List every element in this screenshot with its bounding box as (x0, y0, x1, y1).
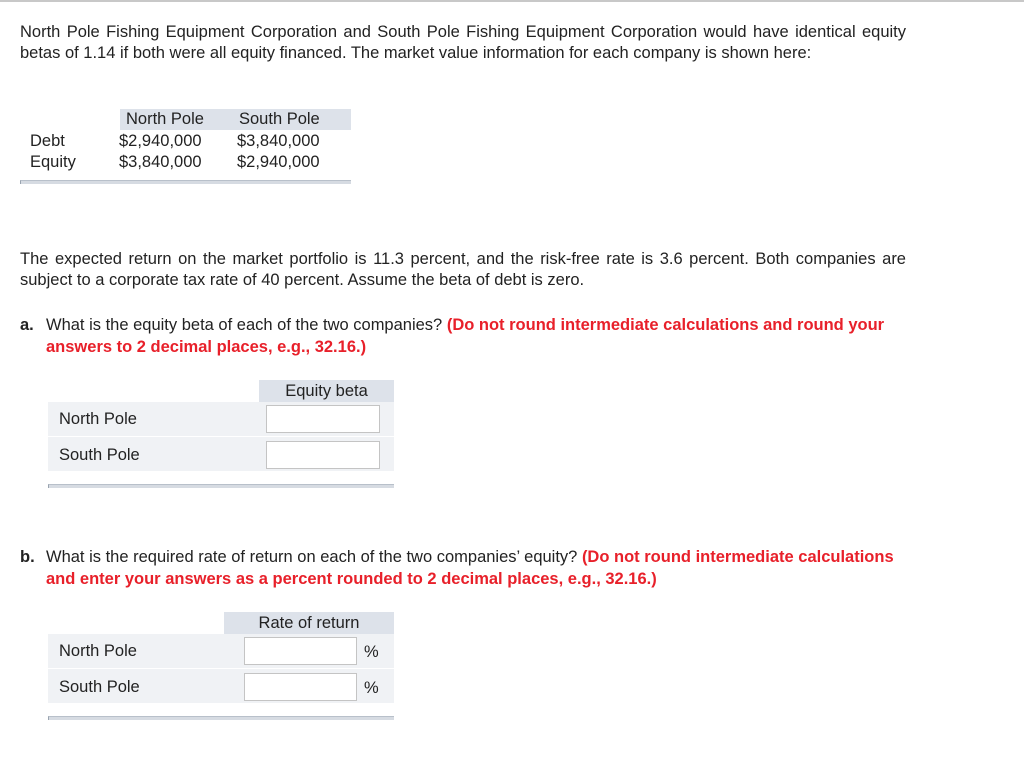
col-header-rate-of-return: Rate of return (224, 612, 394, 634)
row-label-equity: Equity (30, 153, 76, 171)
table-footer-rule (48, 484, 394, 488)
debt-south-pole: $3,840,000 (237, 132, 320, 150)
question-b-text: What is the required rate of return on each of the two companies’ equity? (46, 548, 582, 566)
market-paragraph: The expected return on the market portfolio is 11.3 percent, and the risk-free rate is 3.6 percent. Both companies are subject to a corporate tax rate of 40 percent. Assume the beta of debt is zero. (20, 250, 906, 289)
question-a-text: What is the equity beta of each of the two companies? (46, 316, 447, 334)
question-b-instruction: (Do not round intermediate calculations and enter your answers as a percent rounded to 2 decimal places, e.g., 32.16.) (46, 548, 894, 588)
row-label-debt: Debt (30, 132, 65, 150)
table-footer-rule (48, 716, 394, 720)
row-label-north-pole: North Pole (59, 410, 137, 428)
debt-north-pole: $2,940,000 (119, 132, 202, 150)
equity-south-pole: $2,940,000 (237, 153, 320, 171)
percent-unit-south: % (364, 679, 379, 697)
col-header-equity-beta: Equity beta (259, 380, 394, 402)
south-pole-rate-input[interactable] (244, 673, 357, 701)
question-a-label: a. (20, 316, 34, 334)
rate-of-return-table (48, 612, 394, 726)
percent-unit-north: % (364, 643, 379, 661)
row-label-south-pole: South Pole (59, 446, 140, 464)
north-pole-equity-beta-input[interactable] (266, 405, 380, 433)
south-pole-equity-beta-input[interactable] (266, 441, 380, 469)
question-a (20, 314, 906, 358)
question-a-instruction: (Do not round intermediate calculations and round your answers to 2 decimal places, e.g., 32.16.) (46, 316, 885, 356)
col-header-north-pole: North Pole (126, 110, 204, 128)
table-footer-rule (20, 180, 351, 184)
north-pole-rate-input[interactable] (244, 637, 357, 665)
row-label-south-pole: South Pole (59, 678, 140, 696)
top-divider (0, 0, 1024, 2)
equity-beta-table (48, 380, 394, 494)
question-b (20, 546, 906, 590)
equity-north-pole: $3,840,000 (119, 153, 202, 171)
col-header-south-pole: South Pole (239, 110, 320, 128)
question-b-label: b. (20, 548, 35, 566)
intro-paragraph: North Pole Fishing Equipment Corporation and South Pole Fishing Equipment Corporation would have identical equity betas of 1.14 if both were all equity financed. The market value information for each company is shown here: (20, 23, 906, 62)
row-label-north-pole: North Pole (59, 642, 137, 660)
